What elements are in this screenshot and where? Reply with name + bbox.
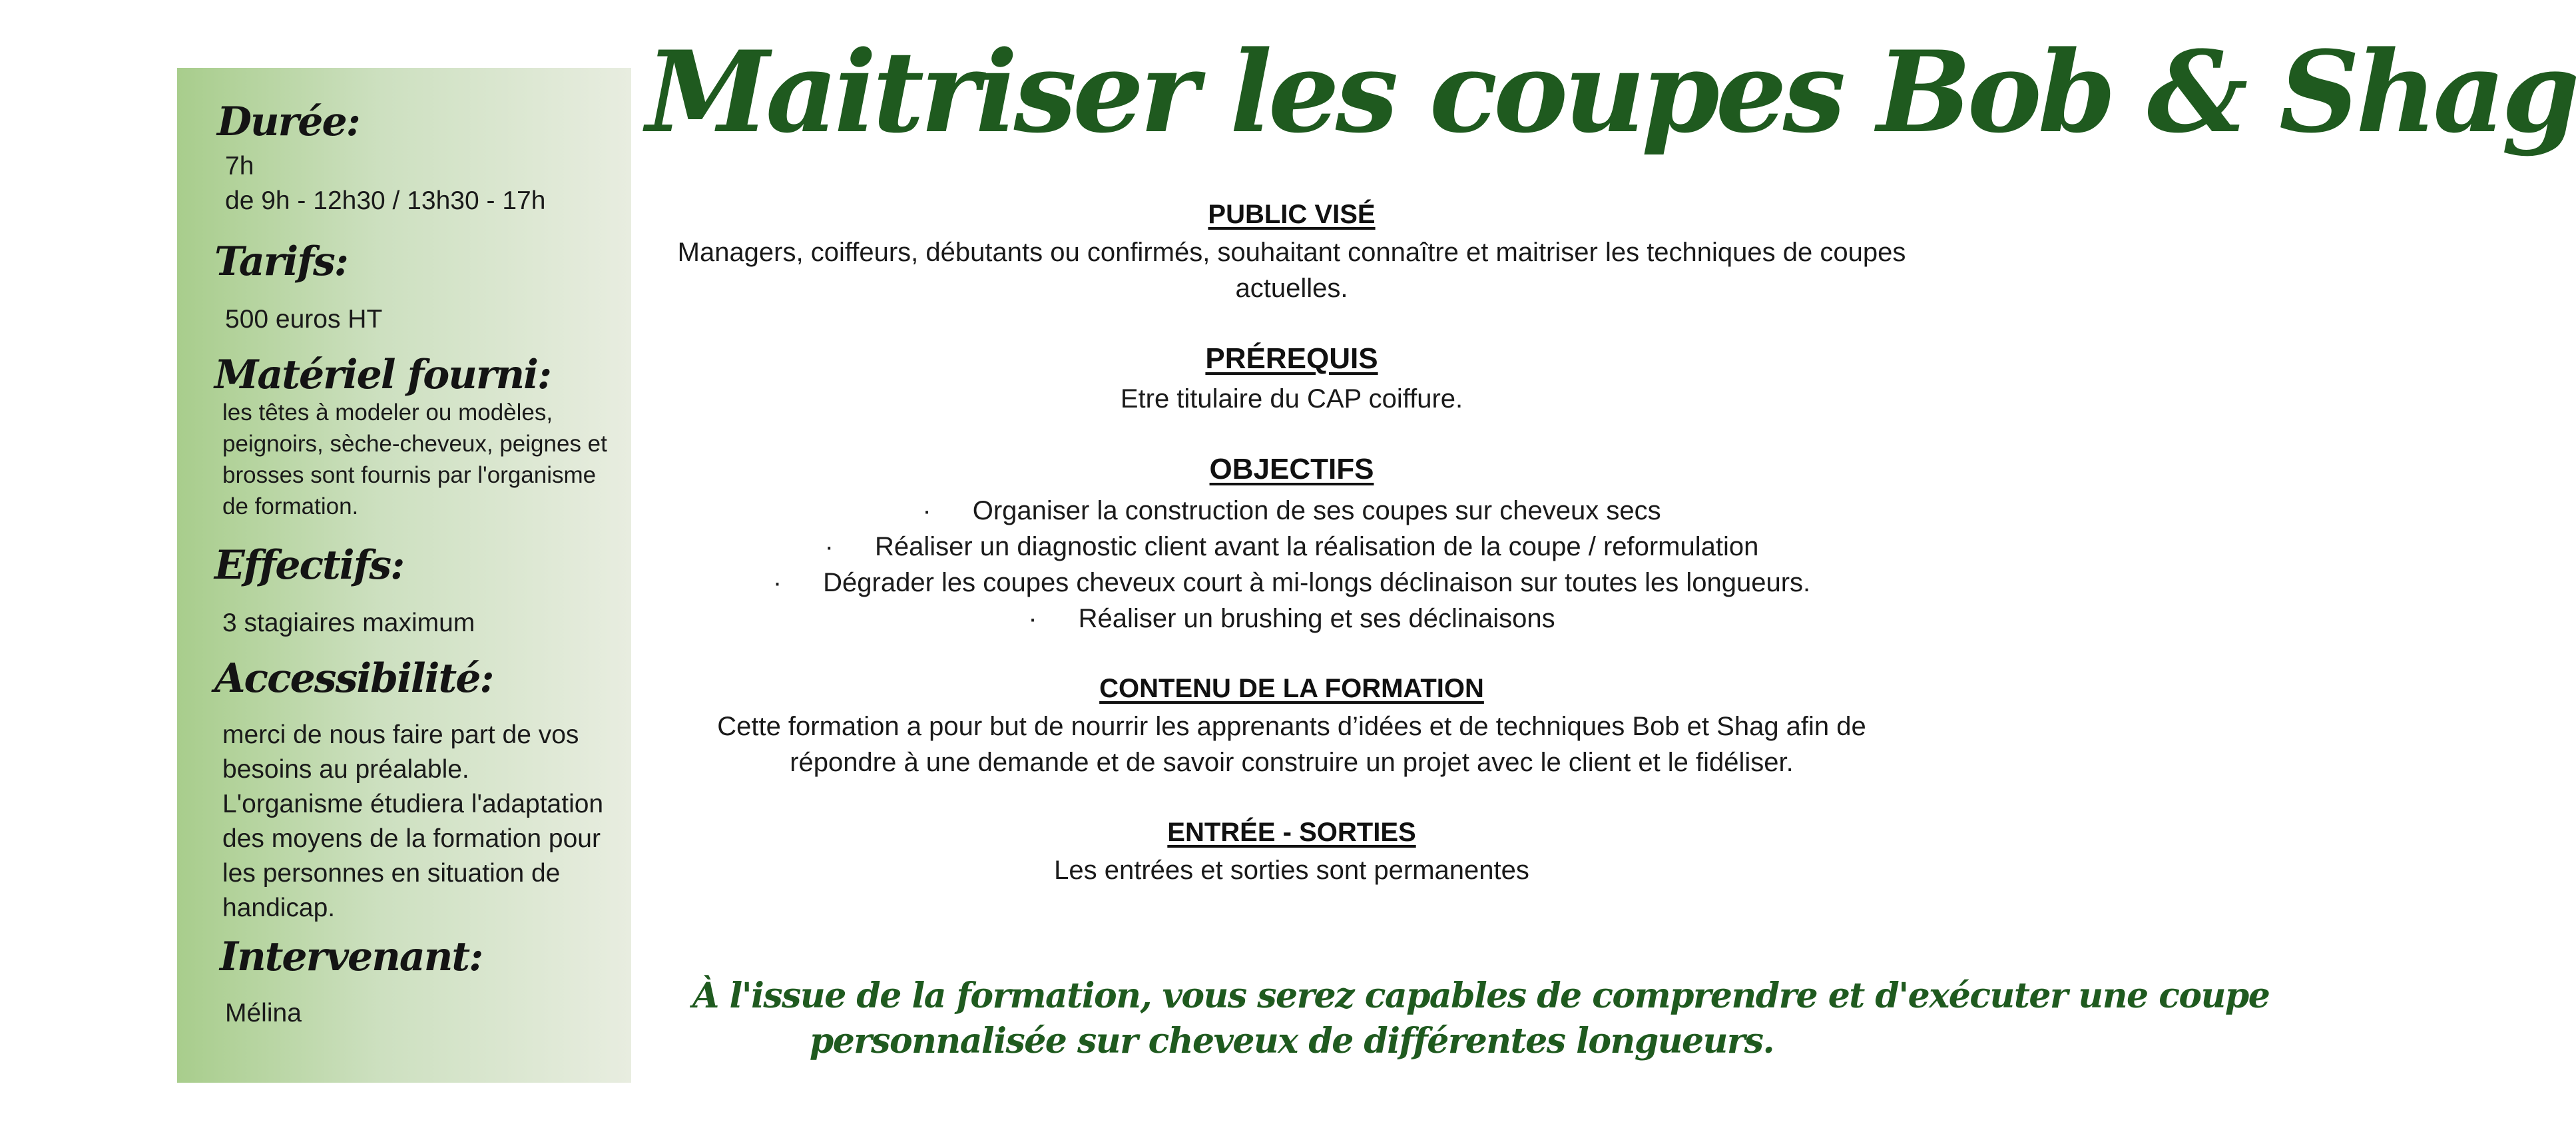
effectifs-heading: Effectifs:	[214, 542, 404, 589]
contenu-line: répondre à une demande et de savoir construire un projet avec le client et le fidéliser.	[790, 748, 1794, 777]
bullet-icon: ·	[824, 532, 834, 561]
tarifs-heading: Tarifs:	[214, 238, 348, 285]
bullet-icon: ·	[1028, 604, 1037, 633]
conclusion-line: personnalisée sur cheveux de différentes longueurs.	[809, 1021, 1774, 1061]
contenu-heading: CONTENU DE LA FORMATION	[1099, 674, 1484, 703]
bullet-icon: ·	[922, 496, 931, 525]
public-vise-line: actuelles.	[1235, 274, 1348, 303]
conclusion-text	[692, 974, 2270, 1064]
objectif-text: Réaliser un brushing et ses déclinaisons	[1078, 604, 1555, 633]
contenu-line: Cette formation a pour but de nourrir les apprenants d’idées et de techniques Bob et Shag afin de	[717, 712, 1866, 741]
objectif-text: Réaliser un diagnostic client avant la réalisation de la coupe / reformulation	[874, 532, 1759, 561]
objectif-text: Dégrader les coupes cheveux court à mi-longs déclinaison sur toutes les longueurs.	[823, 568, 1811, 597]
conclusion-line: À l'issue de la formation, vous serez capables de comprendre et d'exécuter une coupe	[692, 976, 2270, 1016]
duree-heading: Durée:	[217, 99, 360, 145]
public-vise-text	[649, 234, 1934, 306]
accessibilite-line: besoins au préalable.	[222, 755, 469, 784]
info-sidebar	[177, 68, 631, 1083]
duree-line: de 9h - 12h30 / 13h30 - 17h	[225, 186, 546, 215]
public-vise-heading: PUBLIC VISÉ	[1208, 200, 1376, 229]
intervenant-heading: Intervenant:	[220, 934, 483, 980]
entree-sorties-text: Les entrées et sorties sont permanentes	[1054, 856, 1529, 885]
materiel-line: les têtes à modeler ou modèles,	[222, 400, 553, 425]
accessibilite-line: les personnes en situation de	[222, 859, 561, 888]
public-vise-line: Managers, coiffeurs, débutants ou confirmés, souhaitant connaître et maitriser les techniques de coupes	[677, 238, 1906, 267]
accessibilite-heading: Accessibilité:	[214, 655, 493, 702]
objectif-item	[649, 493, 1934, 529]
materiel-heading: Matériel fourni:	[214, 352, 551, 398]
duree-text	[225, 149, 625, 218]
objectif-text: Organiser la construction de ses coupes sur cheveux secs	[972, 496, 1661, 525]
materiel-text	[222, 397, 622, 522]
tarifs-text: 500 euros HT	[225, 305, 383, 334]
page-title: Maitriser les coupes Bob & Shag	[646, 26, 2576, 158]
materiel-line: brosses sont fournis par l'organisme	[222, 462, 597, 488]
effectifs-text: 3 stagiaires maximum	[222, 609, 475, 637]
bullet-icon: ·	[772, 568, 782, 597]
prerequis-text: Etre titulaire du CAP coiffure.	[1120, 384, 1463, 414]
accessibilite-text	[222, 718, 622, 926]
intervenant-text: Mélina	[225, 999, 302, 1027]
accessibilite-line: handicap.	[222, 894, 336, 922]
entree-sorties-heading: ENTRÉE - SORTIES	[1167, 818, 1416, 847]
objectif-item	[649, 529, 1934, 565]
duree-line: 7h	[225, 152, 254, 180]
accessibilite-line: L'organisme étudiera l'adaptation	[222, 790, 604, 818]
accessibilite-line: merci de nous faire part de vos	[222, 720, 579, 749]
objectif-item	[649, 565, 1934, 601]
contenu-text	[649, 708, 1934, 780]
materiel-line: de formation.	[222, 493, 359, 519]
objectif-item	[649, 601, 1934, 637]
objectifs-heading: OBJECTIFS	[1209, 453, 1374, 485]
prerequis-heading: PRÉREQUIS	[1205, 342, 1378, 375]
materiel-line: peignoirs, sèche-cheveux, peignes et	[222, 431, 607, 457]
accessibilite-line: des moyens de la formation pour	[222, 824, 601, 853]
